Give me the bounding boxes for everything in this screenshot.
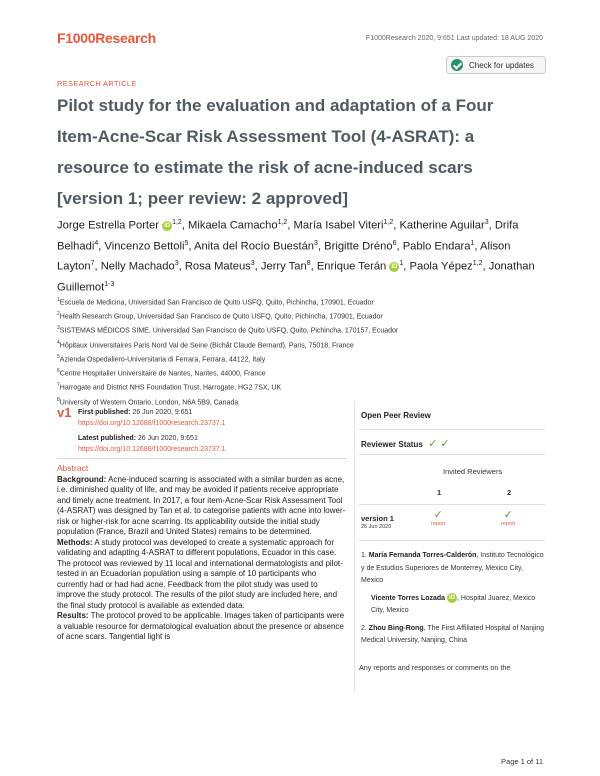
- approved-check-icon: ✓: [433, 509, 443, 521]
- results-text: The protocol proved to be applicable. Images taken of participants were a valuable resource for dermatological evaluation about the presence or absence of acne scars. Tangential light is: [57, 611, 345, 641]
- reviewer-name[interactable]: Vicente Torres Lozada: [371, 594, 446, 602]
- author-name[interactable]: Enrique Terán: [316, 261, 387, 274]
- background-label: Background:: [57, 474, 107, 484]
- reviewer-affiliation: , The First Affiliated Hospital of Nanjing Medical University, Nanjing, China: [361, 624, 544, 644]
- author-name[interactable]: Rosa Mateus: [184, 261, 251, 274]
- abstract: [57, 463, 347, 643]
- reviewer-item: [361, 550, 545, 588]
- open-peer-review-panel: [354, 402, 547, 692]
- affiliation-number: 2: [57, 311, 60, 318]
- author-name[interactable]: Anita del Rocío Buestán: [194, 240, 315, 253]
- abstract-results: [57, 611, 347, 643]
- reviewer-item: [361, 593, 545, 618]
- author-affiliation-marker: 3: [484, 219, 489, 226]
- author-name[interactable]: Vincenzo Bettoli: [104, 240, 185, 253]
- results-label: Results:: [57, 611, 89, 620]
- author-name[interactable]: Pablo Endara: [402, 240, 471, 253]
- peer-review-heading: Open Peer Review: [361, 411, 431, 420]
- article-meta: F1000Research 2020, 9:651 Last updated: 18 AUG 2020: [365, 35, 543, 42]
- author-affiliation-marker: 1,2: [172, 219, 182, 226]
- orcid-icon[interactable]: iD: [391, 264, 398, 271]
- author-affiliation-marker: 1,2: [472, 260, 483, 268]
- journal-logo[interactable]: [57, 30, 156, 46]
- author-name[interactable]: María Isabel Viteri: [293, 219, 384, 232]
- affiliation-item: [57, 323, 547, 337]
- affiliation-item: [57, 352, 547, 366]
- affiliation-text: Harrogate and District NHS Foundation Trust, Harrogate, HG2 7SX, UK: [59, 384, 282, 392]
- author-name[interactable]: Nelly Machado: [100, 261, 175, 274]
- publication-info: [78, 408, 226, 455]
- first-published-label: First published:: [78, 409, 131, 416]
- check-updates-icon: [451, 59, 463, 71]
- background-text: Acne-induced scarring is associated with a similar burden as acne, i.e. diminished quality of life, and may be avoided if patients receive appropriate and timely acne treatment. In 2017, a four item-Acne-Scar Risk Assessment Tool (4-ASRAT) was designed by Tan et al. to categorise patients with acne into lower-risk or higher-risk for acne scarring. Its applicability outside the initial study population (France, Brazil and United States) remains to be determined.: [57, 474, 346, 536]
- author-affiliation-marker: 3: [314, 239, 318, 247]
- affiliation-text: SISTEMAS MÉDICOS SIME, Universidad San Francisco de Quito USFQ, Quito, Pichincha, 170157, Ecuador: [59, 327, 399, 335]
- affiliation-number: 4: [57, 339, 60, 346]
- author-name[interactable]: Mikaela Camacho: [188, 219, 278, 232]
- affiliation-text: Escuela de Medicina, Universidad San Francisco de Quito USFQ, Quito, Pichincha, 170901, Ecuador: [59, 299, 374, 307]
- author-name[interactable]: Jonathan Guillemot: [57, 261, 535, 294]
- reviewer-name[interactable]: Zhou Bing-Rong: [368, 624, 424, 632]
- logo-suffix: Research: [95, 30, 156, 46]
- affiliation-number: 1: [57, 297, 60, 303]
- first-published-date: 26 Jun 2020, 9:651: [132, 409, 193, 416]
- check-updates-label: Check for updates: [469, 60, 534, 70]
- reviewer-affiliation: , Hospital Juarez, Mexico City, Mexico: [371, 594, 536, 614]
- article-type: RESEARCH ARTICLE: [57, 79, 137, 88]
- abstract-heading: Abstract: [57, 463, 89, 473]
- panel-divider: [359, 540, 545, 541]
- affiliation-text: Health Research Group, Universidad San Francisco de Quito USFQ, Quito, Pichincha, 170901, Ecuador: [59, 313, 383, 321]
- author-affiliation-marker: 8: [306, 260, 311, 268]
- author-name[interactable]: Paola Yépez: [409, 261, 473, 274]
- latest-published-date: 26 Jun 2020, 9:651: [137, 435, 198, 442]
- article-title: Pilot study for the evaluation and adaptation of a Four Item-Acne-Scar Risk Assessment Tool (4-ASRAT): a resource to estimate the risk of acne-induced scars [version 1; peer review: 2 approved]: [57, 96, 494, 208]
- reviewer-status-label: Reviewer Status: [361, 440, 423, 449]
- reviewer-list: [361, 550, 545, 653]
- reviewer-column-1: 1: [437, 488, 442, 497]
- methods-text: A study protocol was developed to create a systematic approach for validating and adapting 4-ASRAT to different populations, Ecuador in this case. The protocol was reviewed by 11 local and international dermatologists and pilot-tested in an Ecuadorian population using a sample of 10 participants who currently had or had had acne. Feedback from the pilot study was used to improve the study protocol. The results of the pilot study are included here, and the final study protocol is available as extended data.: [57, 537, 343, 610]
- abstract-background: [57, 475, 347, 538]
- approved-check-icon: ✓: [503, 509, 513, 521]
- version-date: 26 Jun 2020: [361, 524, 392, 530]
- reviewer-item: [361, 623, 545, 648]
- affiliation-item: [57, 295, 547, 309]
- affiliation-item: [57, 309, 547, 323]
- report-2-link[interactable]: [501, 508, 515, 527]
- affiliation-item: [57, 366, 547, 380]
- orcid-icon[interactable]: iD: [449, 594, 455, 601]
- panel-divider: [359, 504, 545, 505]
- author-affiliation-marker: 3: [174, 260, 179, 268]
- abstract-methods: [57, 538, 347, 612]
- report-1-link[interactable]: [431, 508, 445, 527]
- affiliation-number: 6: [57, 368, 60, 375]
- reviewer-name[interactable]: María Fernanda Torres-Calderón: [368, 552, 477, 559]
- version-badge: v1: [57, 405, 72, 420]
- latest-published-label: Latest published:: [78, 435, 136, 442]
- author-affiliation-marker: 4: [94, 239, 99, 247]
- reviewer-number: 2.: [361, 624, 367, 632]
- abstract-divider: [57, 458, 347, 459]
- author-name[interactable]: Alison Layton: [57, 240, 511, 274]
- version-label: version 1: [361, 514, 394, 523]
- affiliation-list: [57, 295, 547, 409]
- author-affiliation-marker: 1,2: [383, 219, 394, 226]
- reviewer-affiliation: , Instituto Tecnológico y de Estudios Superiores de Monterrey, Mexico City, Mexico: [361, 552, 544, 584]
- logo-prefix: F1000: [57, 30, 96, 46]
- approved-check-icon: ✓ ✓: [425, 438, 450, 450]
- report-label: report: [431, 521, 446, 527]
- author-affiliation-marker: 6: [392, 239, 397, 247]
- author-affiliation-marker: 7: [90, 260, 95, 268]
- author-affiliation-marker: 3: [250, 260, 255, 268]
- report-label: report: [501, 521, 516, 527]
- invited-reviewers-label: Invited Reviewers: [443, 467, 503, 476]
- affiliation-number: 3: [57, 325, 60, 332]
- reviewer-status: [361, 437, 450, 450]
- methods-label: Methods:: [57, 537, 93, 547]
- author-affiliation-marker: 1: [470, 239, 475, 247]
- affiliation-text: Hôpitaux Universitaires Paris Nord Val de Seine (Bichât Claude Bernard), Paris, 75018, France: [59, 342, 354, 350]
- affiliation-number: 8: [57, 396, 60, 403]
- affiliation-item: [57, 380, 547, 394]
- affiliation-text: University of Western Ontario, London, N6A 5B9, Canada: [59, 398, 239, 406]
- author-affiliation-marker: 5: [184, 239, 189, 247]
- affiliation-text: Centre Hospitalier Universitaire de Nantes, Nantes, 44000, France: [59, 370, 266, 378]
- author-list: Jorge Estrella Porter iD $^{1,2}$, Mikaela Camacho$^{1,2}$, María Isabel Viteri$^{1,2}$, Katherine Aguilar$^3$, Drifa Belhadi$^4$, Vincenzo Bettoli$^5$, Anita del Rocío Buestán$^3$, Brigitte Dréno$^6$, Pablo Endara$^1$, Alison Layton$^7$, Nelly Machado$^3$, Rosa Mateus$^3$, Jerry Tan$^8$, Enrique Terán iD $^1$, Paola Yépez$^{1,2}$, Jonathan Guillemot$^{1-3}$: [57, 219, 535, 294]
- check-for-updates-button[interactable]: [446, 56, 546, 74]
- panel-divider: [359, 454, 545, 455]
- reviewer-number: 1.: [361, 552, 367, 559]
- author-name[interactable]: Katherine Aguilar: [399, 219, 485, 232]
- reviewer-column-2: 2: [507, 488, 512, 497]
- affiliation-number: 5: [57, 353, 60, 360]
- author-affiliation-marker: 1-3: [104, 281, 115, 289]
- latest-doi-link[interactable]: https://doi.org/10.12688/f1000research.23737.1: [78, 445, 226, 453]
- first-doi-link[interactable]: https://doi.org/10.12688/f1000research.23737.1: [78, 419, 226, 427]
- orcid-icon[interactable]: iD: [164, 222, 171, 229]
- panel-divider: [359, 429, 545, 430]
- reports-note: Any reports and responses or comments on the: [359, 663, 511, 672]
- affiliation-item: [57, 338, 547, 352]
- author-name[interactable]: Jorge Estrella Porter: [57, 219, 159, 232]
- affiliation-number: 7: [57, 382, 60, 389]
- author-name[interactable]: Drifa Belhadi: [57, 219, 519, 253]
- author-name[interactable]: Jerry Tan: [260, 261, 307, 274]
- page-number: Page 1 of 11: [501, 757, 543, 766]
- author-affiliation-marker: 1,2: [277, 219, 288, 226]
- author-name[interactable]: Brigitte Dréno: [324, 240, 393, 253]
- author-affiliation-marker: 1: [399, 260, 404, 268]
- affiliation-text: Azienda Ospedaliero-Universitaria di Ferrara, Ferrara, 44122, Italy: [59, 356, 266, 364]
